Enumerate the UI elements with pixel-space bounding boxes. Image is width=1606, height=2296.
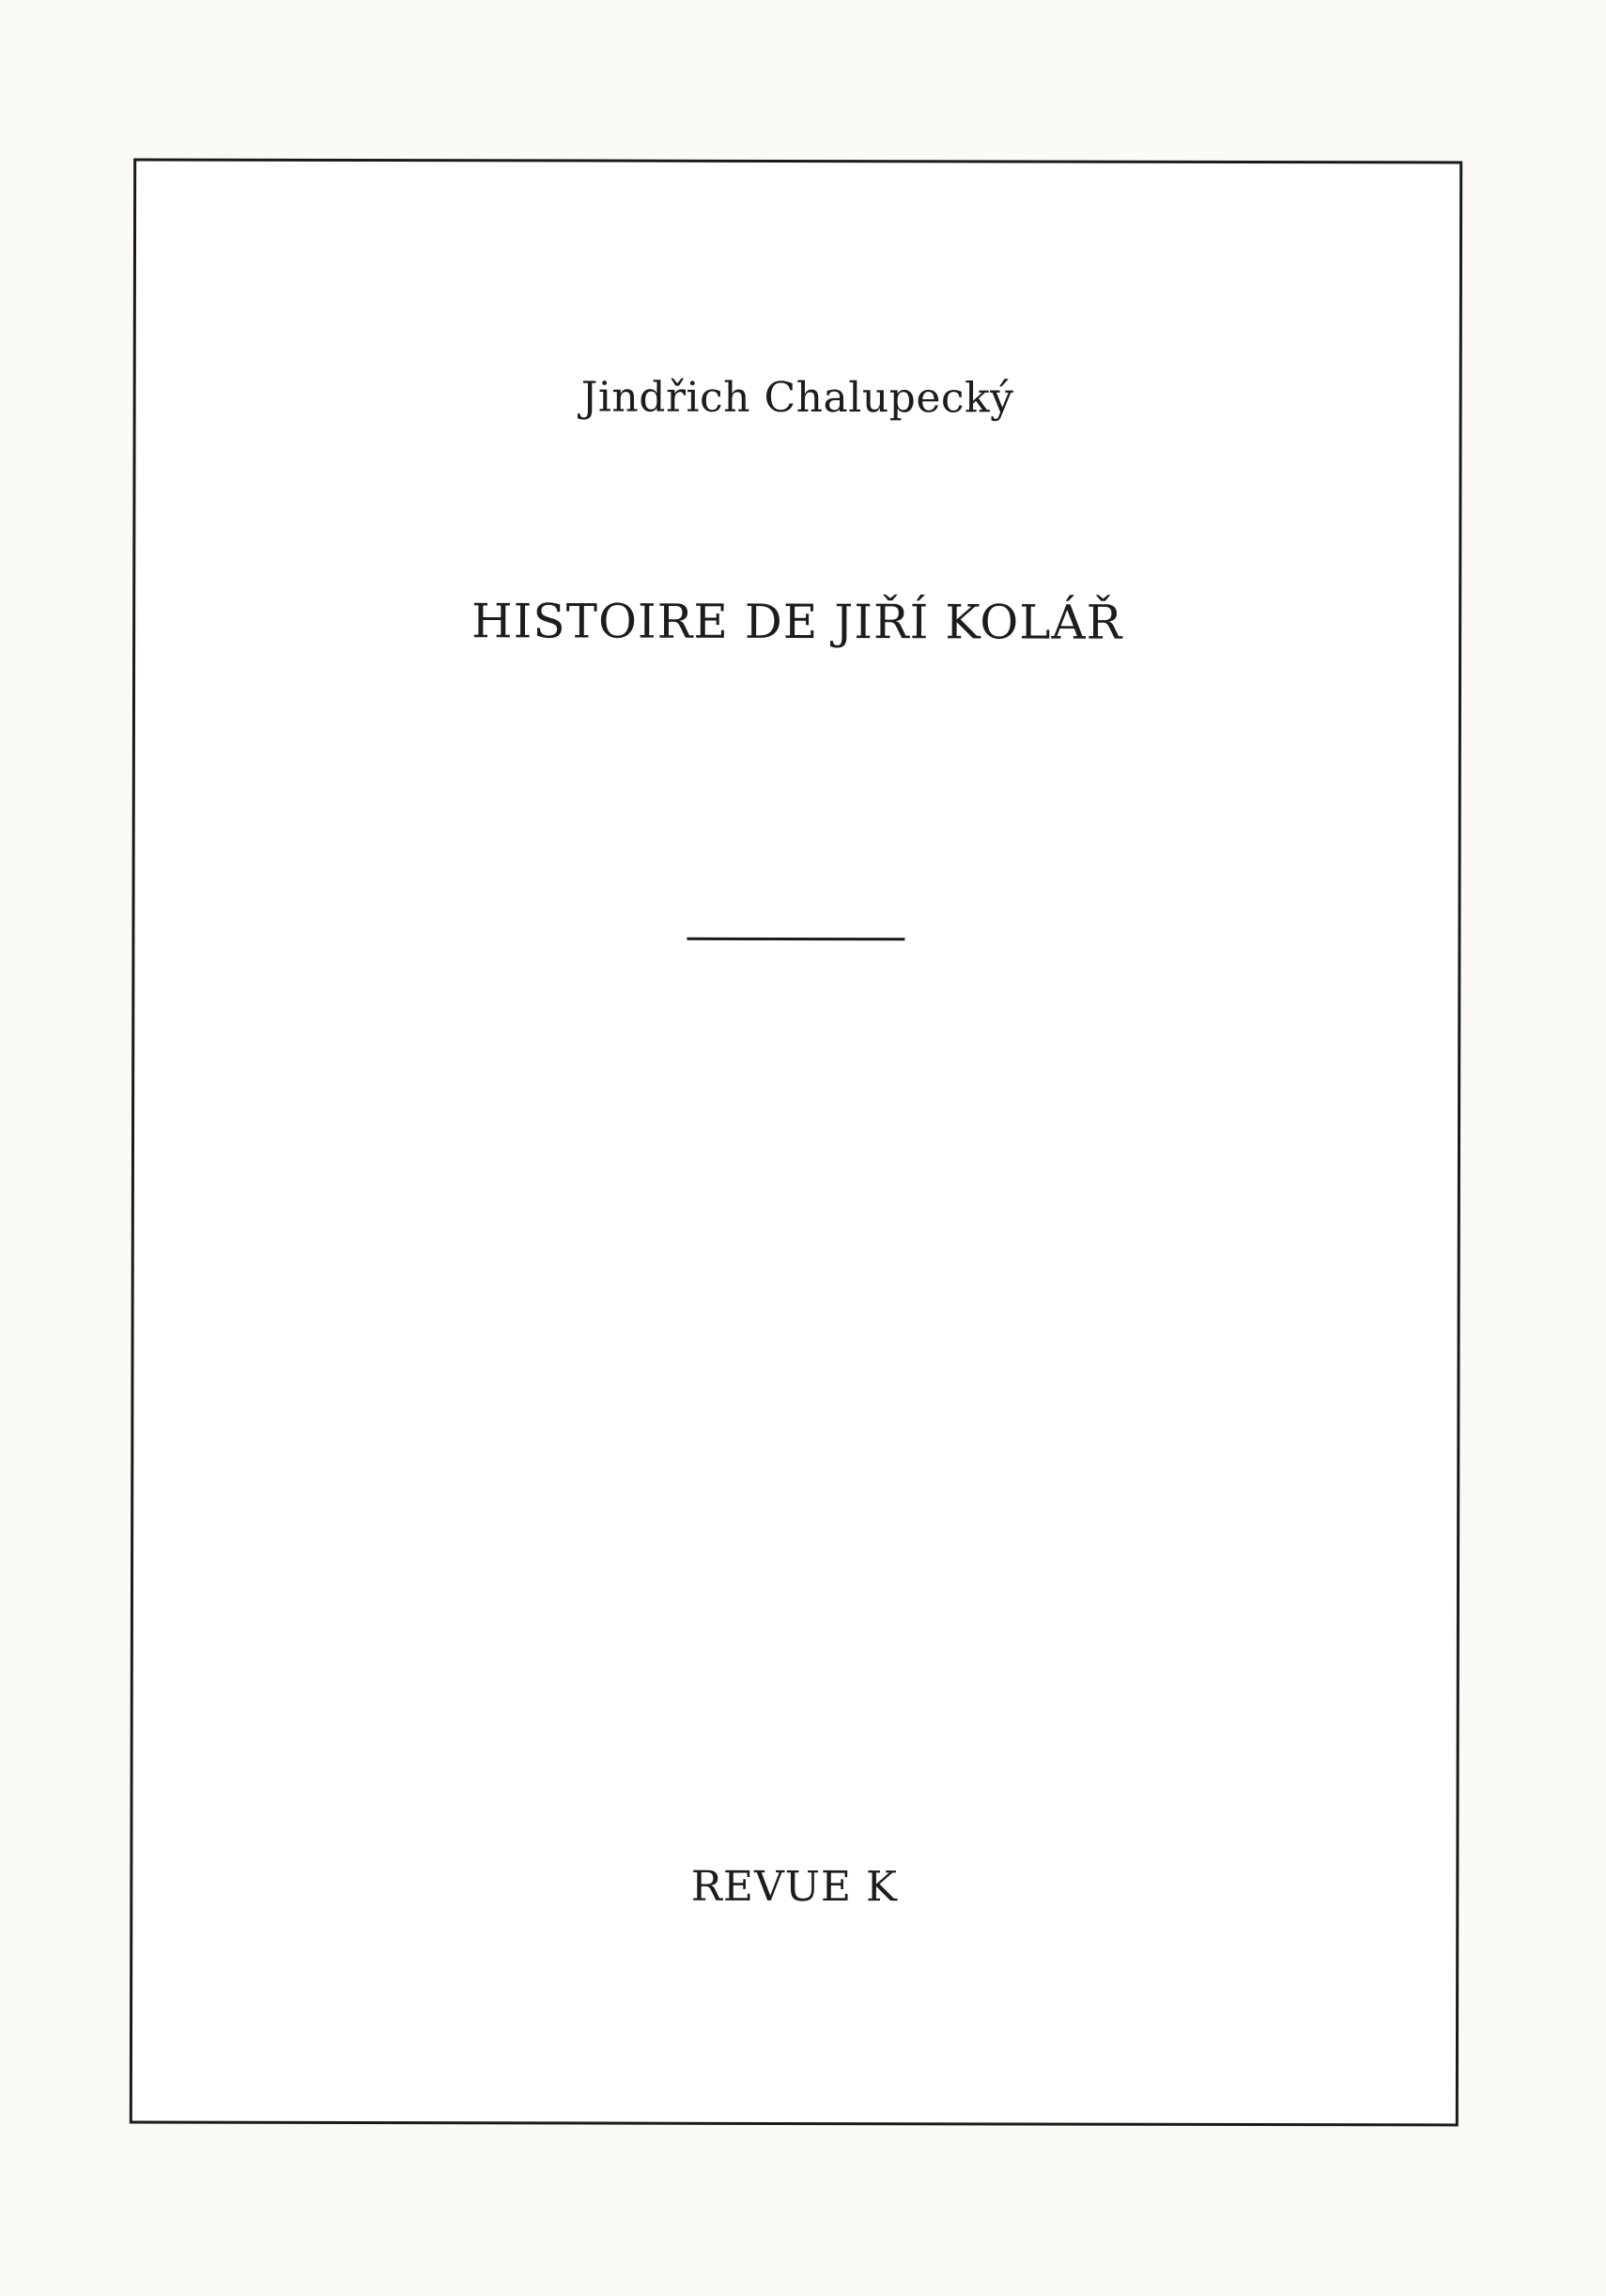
title-divider (687, 938, 904, 940)
author-name: Jindřich Chalupecký (580, 373, 1014, 423)
cover-border-frame (130, 159, 1462, 2127)
publisher-name: REVUE K (690, 1862, 898, 1912)
book-title: HISTOIRE DE JIŘÍ KOLÁŘ (471, 594, 1123, 650)
